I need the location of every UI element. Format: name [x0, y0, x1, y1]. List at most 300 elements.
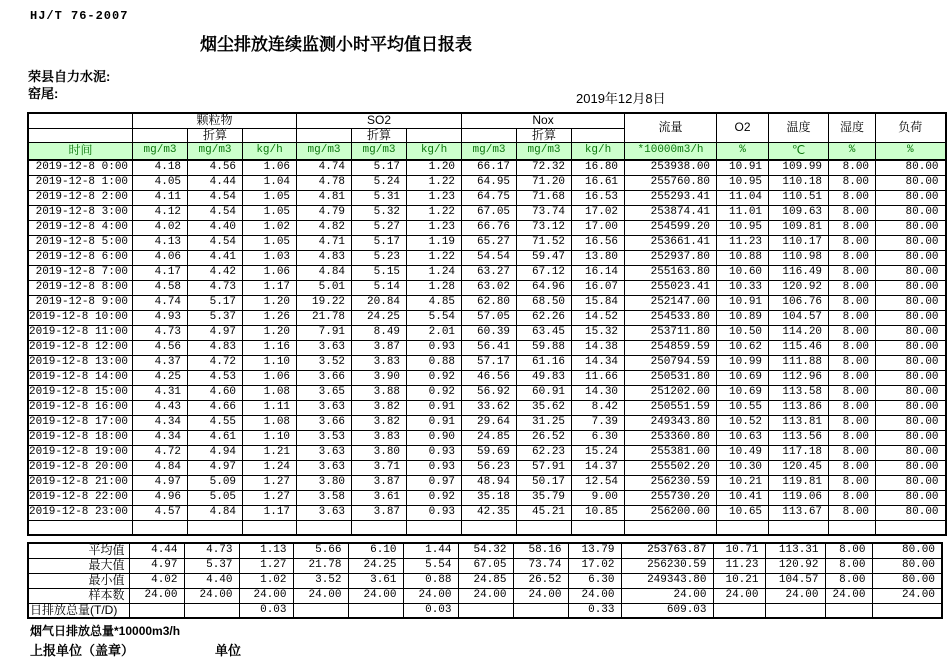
report-date: 2019年12月8日 [576, 91, 666, 106]
value-cell: 0.92 [407, 385, 462, 400]
summary-table [27, 542, 943, 619]
value-cell: 0.93 [407, 340, 462, 355]
value-cell: 1.11 [243, 400, 297, 415]
unit-cell: mg/m3 [188, 142, 243, 160]
value-cell: 50.17 [517, 475, 572, 490]
table-row [28, 543, 942, 558]
value-cell: 253711.80 [625, 325, 717, 340]
value-cell: 24.00 [872, 588, 942, 603]
value-cell: 3.88 [352, 385, 407, 400]
blank-cell [133, 128, 188, 142]
value-cell: 3.63 [297, 445, 352, 460]
table-row [28, 280, 946, 295]
row-label-cell: 2019-12-8 18:00 [28, 430, 133, 445]
value-cell [243, 520, 297, 535]
value-cell: 4.73 [133, 325, 188, 340]
value-cell: 4.40 [184, 573, 239, 588]
value-cell: 4.72 [133, 445, 188, 460]
table-row [28, 355, 946, 370]
value-cell: 16.80 [572, 160, 625, 175]
value-cell: 31.25 [517, 415, 572, 430]
value-cell: 59.69 [462, 445, 517, 460]
table-row [28, 385, 946, 400]
value-cell: 1.20 [243, 325, 297, 340]
page-title: 烟尘排放连续监测小时平均值日报表 [200, 35, 472, 54]
value-cell: 10.55 [717, 400, 769, 415]
value-cell: 11.23 [717, 235, 769, 250]
value-cell: 80.00 [876, 220, 946, 235]
value-cell: 1.44 [403, 543, 458, 558]
value-cell: 4.60 [188, 385, 243, 400]
value-cell: 11.66 [572, 370, 625, 385]
value-cell: 120.45 [769, 460, 829, 475]
row-label-cell: 2019-12-8 3:00 [28, 205, 133, 220]
value-cell: 3.58 [297, 490, 352, 505]
table-row [28, 295, 946, 310]
value-cell: 8.00 [829, 295, 876, 310]
so2-conversion-label: 折算 [352, 128, 407, 142]
value-cell: 10.49 [717, 445, 769, 460]
value-cell: 56.41 [462, 340, 517, 355]
value-cell: 4.83 [297, 250, 352, 265]
value-cell: 80.00 [876, 430, 946, 445]
table-row [28, 400, 946, 415]
value-cell: 24.00 [713, 588, 765, 603]
value-cell: 10.21 [717, 475, 769, 490]
value-cell [876, 520, 946, 535]
value-cell: 1.02 [243, 220, 297, 235]
value-cell: 5.37 [184, 558, 239, 573]
unit-cell: ℃ [769, 142, 829, 160]
value-cell [765, 603, 825, 618]
value-cell: 253661.41 [625, 235, 717, 250]
value-cell: 8.00 [829, 310, 876, 325]
value-cell: 11.01 [717, 205, 769, 220]
value-cell: 80.00 [876, 505, 946, 520]
row-label-cell: 2019-12-8 7:00 [28, 265, 133, 280]
value-cell: 10.33 [717, 280, 769, 295]
value-cell: 4.42 [188, 265, 243, 280]
value-cell: 4.81 [297, 190, 352, 205]
table-row [28, 505, 946, 520]
value-cell: 0.97 [407, 475, 462, 490]
value-cell: 16.07 [572, 280, 625, 295]
row-label-cell: 2019-12-8 6:00 [28, 250, 133, 265]
unit-cell: *10000m3/h [625, 142, 717, 160]
value-cell: 48.94 [462, 475, 517, 490]
value-cell: 115.46 [769, 340, 829, 355]
value-cell: 1.06 [243, 370, 297, 385]
row-label-cell: 2019-12-8 9:00 [28, 295, 133, 310]
value-cell: 45.21 [517, 505, 572, 520]
nox-conversion-label: 折算 [517, 128, 572, 142]
value-cell: 254599.20 [625, 220, 717, 235]
report-table-area [27, 112, 947, 619]
value-cell: 16.61 [572, 175, 625, 190]
value-cell: 249343.80 [625, 415, 717, 430]
value-cell: 1.23 [407, 220, 462, 235]
value-cell: 3.80 [352, 445, 407, 460]
value-cell: 4.44 [188, 175, 243, 190]
value-cell: 5.17 [352, 160, 407, 175]
value-cell: 80.00 [876, 370, 946, 385]
value-cell: 5.31 [352, 190, 407, 205]
value-cell: 6.10 [348, 543, 403, 558]
value-cell: 59.88 [517, 340, 572, 355]
value-cell: 5.24 [352, 175, 407, 190]
value-cell: 1.10 [243, 430, 297, 445]
value-cell: 4.93 [133, 310, 188, 325]
value-cell: 21.78 [293, 558, 348, 573]
value-cell: 80.00 [876, 160, 946, 175]
value-cell: 10.71 [713, 543, 765, 558]
value-cell: 8.00 [829, 370, 876, 385]
value-cell: 80.00 [876, 235, 946, 250]
value-cell: 4.37 [133, 355, 188, 370]
value-cell: 1.20 [243, 295, 297, 310]
value-cell [348, 603, 403, 618]
value-cell: 21.78 [297, 310, 352, 325]
group-nox: Nox [462, 113, 625, 128]
value-cell: 109.81 [769, 220, 829, 235]
value-cell: 24.00 [403, 588, 458, 603]
value-cell: 1.04 [243, 175, 297, 190]
value-cell: 10.91 [717, 295, 769, 310]
value-cell [462, 520, 517, 535]
value-cell: 54.32 [458, 543, 513, 558]
value-cell: 609.03 [621, 603, 713, 618]
value-cell: 4.58 [133, 280, 188, 295]
row-label-cell: 2019-12-8 4:00 [28, 220, 133, 235]
row-label-cell [28, 520, 133, 535]
row-label-cell: 最大值 [28, 558, 129, 573]
value-cell: 80.00 [876, 265, 946, 280]
value-cell: 8.00 [829, 175, 876, 190]
value-cell: 8.00 [825, 543, 872, 558]
value-cell: 4.57 [133, 505, 188, 520]
unit-cell: kg/h [407, 142, 462, 160]
value-cell: 24.00 [621, 588, 713, 603]
value-cell: 256230.59 [621, 558, 713, 573]
value-cell: 1.06 [243, 160, 297, 175]
row-label-cell: 日排放总量(T/D) [28, 603, 129, 618]
table-row [28, 558, 942, 573]
table-row [28, 340, 946, 355]
value-cell: 4.73 [188, 280, 243, 295]
value-cell: 4.82 [297, 220, 352, 235]
value-cell: 8.00 [829, 355, 876, 370]
row-label-cell: 2019-12-8 23:00 [28, 505, 133, 520]
value-cell: 10.95 [717, 220, 769, 235]
group-o2: O2 [717, 113, 769, 142]
value-cell: 1.16 [243, 340, 297, 355]
value-cell: 1.20 [407, 160, 462, 175]
table-row [28, 370, 946, 385]
value-cell [825, 603, 872, 618]
value-cell: 250531.80 [625, 370, 717, 385]
value-cell: 254859.59 [625, 340, 717, 355]
value-cell: 113.67 [769, 505, 829, 520]
value-cell: 56.23 [462, 460, 517, 475]
value-cell: 4.06 [133, 250, 188, 265]
row-label-cell: 2019-12-8 8:00 [28, 280, 133, 295]
value-cell: 0.92 [407, 490, 462, 505]
value-cell: 11.23 [713, 558, 765, 573]
value-cell: 4.97 [188, 460, 243, 475]
value-cell: 4.61 [188, 430, 243, 445]
value-cell: 256230.59 [625, 475, 717, 490]
row-label-cell: 2019-12-8 21:00 [28, 475, 133, 490]
value-cell: 5.09 [188, 475, 243, 490]
group-load: 负荷 [876, 113, 946, 142]
value-cell: 3.52 [293, 573, 348, 588]
row-label-cell: 2019-12-8 12:00 [28, 340, 133, 355]
unit-cell: mg/m3 [297, 142, 352, 160]
value-cell: 71.68 [517, 190, 572, 205]
value-cell: 80.00 [876, 190, 946, 205]
value-cell: 10.99 [717, 355, 769, 370]
document-code: HJ/T 76-2007 [30, 9, 129, 23]
time-column-header: 时间 [28, 142, 133, 160]
table-row [28, 220, 946, 235]
value-cell: 1.13 [239, 543, 293, 558]
value-cell: 1.22 [407, 250, 462, 265]
value-cell [517, 520, 572, 535]
value-cell: 253360.80 [625, 430, 717, 445]
value-cell: 4.25 [133, 370, 188, 385]
value-cell: 10.88 [717, 250, 769, 265]
value-cell: 4.54 [188, 235, 243, 250]
value-cell [188, 520, 243, 535]
value-cell: 6.30 [572, 430, 625, 445]
group-humidity: 湿度 [829, 113, 876, 142]
value-cell: 54.54 [462, 250, 517, 265]
value-cell: 13.80 [572, 250, 625, 265]
value-cell: 62.80 [462, 295, 517, 310]
table-row [28, 490, 946, 505]
value-cell: 4.43 [133, 400, 188, 415]
value-cell: 60.91 [517, 385, 572, 400]
value-cell: 4.34 [133, 415, 188, 430]
value-cell: 0.88 [403, 573, 458, 588]
value-cell: 8.00 [829, 415, 876, 430]
unit-cell: kg/h [572, 142, 625, 160]
value-cell: 5.66 [293, 543, 348, 558]
value-cell: 8.00 [829, 460, 876, 475]
value-cell: 24.00 [293, 588, 348, 603]
value-cell: 1.27 [239, 558, 293, 573]
value-cell: 62.23 [517, 445, 572, 460]
value-cell: 8.00 [829, 490, 876, 505]
value-cell [625, 520, 717, 535]
value-cell: 58.16 [513, 543, 568, 558]
value-cell: 1.28 [407, 280, 462, 295]
value-cell: 113.56 [769, 430, 829, 445]
value-cell: 4.44 [129, 543, 184, 558]
value-cell: 1.05 [243, 190, 297, 205]
blank-cell [572, 128, 625, 142]
value-cell: 10.89 [717, 310, 769, 325]
value-cell: 1.05 [243, 235, 297, 250]
value-cell: 8.00 [829, 250, 876, 265]
value-cell: 3.61 [352, 490, 407, 505]
value-cell: 0.91 [407, 400, 462, 415]
row-label-cell: 2019-12-8 17:00 [28, 415, 133, 430]
value-cell: 110.17 [769, 235, 829, 250]
unit-cell: mg/m3 [352, 142, 407, 160]
value-cell: 10.30 [717, 460, 769, 475]
value-cell [458, 603, 513, 618]
value-cell: 1.03 [243, 250, 297, 265]
value-cell: 110.51 [769, 190, 829, 205]
value-cell: 5.01 [297, 280, 352, 295]
value-cell: 24.00 [458, 588, 513, 603]
row-label-cell: 样本数 [28, 588, 129, 603]
value-cell: 253938.00 [625, 160, 717, 175]
value-cell [713, 603, 765, 618]
value-cell: 1.24 [243, 460, 297, 475]
value-cell: 73.74 [517, 205, 572, 220]
value-cell [293, 603, 348, 618]
row-label-cell: 2019-12-8 1:00 [28, 175, 133, 190]
value-cell: 59.47 [517, 250, 572, 265]
value-cell: 255293.41 [625, 190, 717, 205]
value-cell: 24.85 [462, 430, 517, 445]
value-cell: 255502.20 [625, 460, 717, 475]
value-cell: 8.00 [829, 235, 876, 250]
value-cell: 1.17 [243, 280, 297, 295]
value-cell: 11.04 [717, 190, 769, 205]
value-cell: 3.53 [297, 430, 352, 445]
value-cell: 4.96 [133, 490, 188, 505]
value-cell: 1.24 [407, 265, 462, 280]
value-cell: 255760.80 [625, 175, 717, 190]
value-cell: 3.66 [297, 370, 352, 385]
value-cell: 104.57 [765, 573, 825, 588]
value-cell: 19.22 [297, 295, 352, 310]
value-cell: 4.97 [188, 325, 243, 340]
table-row [28, 265, 946, 280]
value-cell: 4.54 [188, 205, 243, 220]
value-cell: 64.95 [462, 175, 517, 190]
value-cell: 0.91 [407, 415, 462, 430]
value-cell: 24.00 [129, 588, 184, 603]
value-cell: 3.66 [297, 415, 352, 430]
value-cell [184, 603, 239, 618]
row-label-cell: 2019-12-8 20:00 [28, 460, 133, 475]
value-cell: 10.52 [717, 415, 769, 430]
value-cell: 35.18 [462, 490, 517, 505]
value-cell: 33.62 [462, 400, 517, 415]
value-cell: 1.22 [407, 205, 462, 220]
value-cell: 80.00 [876, 295, 946, 310]
value-cell: 24.85 [458, 573, 513, 588]
value-cell: 8.42 [572, 400, 625, 415]
value-cell: 73.12 [517, 220, 572, 235]
value-cell: 64.96 [517, 280, 572, 295]
value-cell: 4.78 [297, 175, 352, 190]
value-cell: 4.83 [188, 340, 243, 355]
group-temperature: 温度 [769, 113, 829, 142]
group-so2: SO2 [297, 113, 462, 128]
value-cell: 4.74 [133, 295, 188, 310]
value-cell: 80.00 [872, 573, 942, 588]
value-cell: 80.00 [876, 280, 946, 295]
value-cell: 10.85 [572, 505, 625, 520]
value-cell: 10.65 [717, 505, 769, 520]
value-cell: 0.92 [407, 370, 462, 385]
value-cell: 1.19 [407, 235, 462, 250]
value-cell: 3.83 [352, 430, 407, 445]
value-cell: 4.05 [133, 175, 188, 190]
table-row [28, 235, 946, 250]
value-cell: 8.00 [829, 190, 876, 205]
blank-cell [297, 128, 352, 142]
value-cell: 3.63 [297, 340, 352, 355]
value-cell: 80.00 [876, 175, 946, 190]
value-cell: 252147.00 [625, 295, 717, 310]
row-label-cell: 2019-12-8 15:00 [28, 385, 133, 400]
value-cell: 3.87 [352, 505, 407, 520]
value-cell [572, 520, 625, 535]
value-cell: 4.84 [188, 505, 243, 520]
hourly-data-table [27, 112, 947, 536]
value-cell: 80.00 [876, 445, 946, 460]
value-cell: 104.57 [769, 310, 829, 325]
particulate-conversion-label: 折算 [188, 128, 243, 142]
value-cell: 1.23 [407, 190, 462, 205]
value-cell: 3.90 [352, 370, 407, 385]
value-cell: 3.82 [352, 400, 407, 415]
value-cell: 62.26 [517, 310, 572, 325]
value-cell: 65.27 [462, 235, 517, 250]
value-cell: 8.00 [829, 430, 876, 445]
row-label-cell: 2019-12-8 14:00 [28, 370, 133, 385]
value-cell: 5.15 [352, 265, 407, 280]
value-cell: 1.08 [243, 415, 297, 430]
value-cell: 0.88 [407, 355, 462, 370]
value-cell: 0.93 [407, 460, 462, 475]
value-cell: 10.63 [717, 430, 769, 445]
value-cell: 13.79 [568, 543, 621, 558]
value-cell: 2.01 [407, 325, 462, 340]
company-name: 荣县自力水泥: [28, 69, 111, 84]
table-row [28, 573, 942, 588]
value-cell: 7.39 [572, 415, 625, 430]
value-cell: 80.00 [876, 250, 946, 265]
value-cell: 113.31 [765, 543, 825, 558]
value-cell: 10.69 [717, 385, 769, 400]
value-cell: 66.76 [462, 220, 517, 235]
value-cell: 16.53 [572, 190, 625, 205]
value-cell: 8.49 [352, 325, 407, 340]
value-cell: 5.17 [188, 295, 243, 310]
value-cell: 80.00 [876, 385, 946, 400]
value-cell: 6.30 [568, 573, 621, 588]
value-cell: 10.62 [717, 340, 769, 355]
value-cell: 1.22 [407, 175, 462, 190]
row-label-cell: 2019-12-8 11:00 [28, 325, 133, 340]
value-cell: 4.02 [129, 573, 184, 588]
value-cell: 63.02 [462, 280, 517, 295]
unit-cell: % [717, 142, 769, 160]
value-cell [129, 603, 184, 618]
value-cell: 4.11 [133, 190, 188, 205]
summary-rows [28, 543, 942, 618]
value-cell [513, 603, 568, 618]
value-cell: 1.21 [243, 445, 297, 460]
value-cell: 17.00 [572, 220, 625, 235]
